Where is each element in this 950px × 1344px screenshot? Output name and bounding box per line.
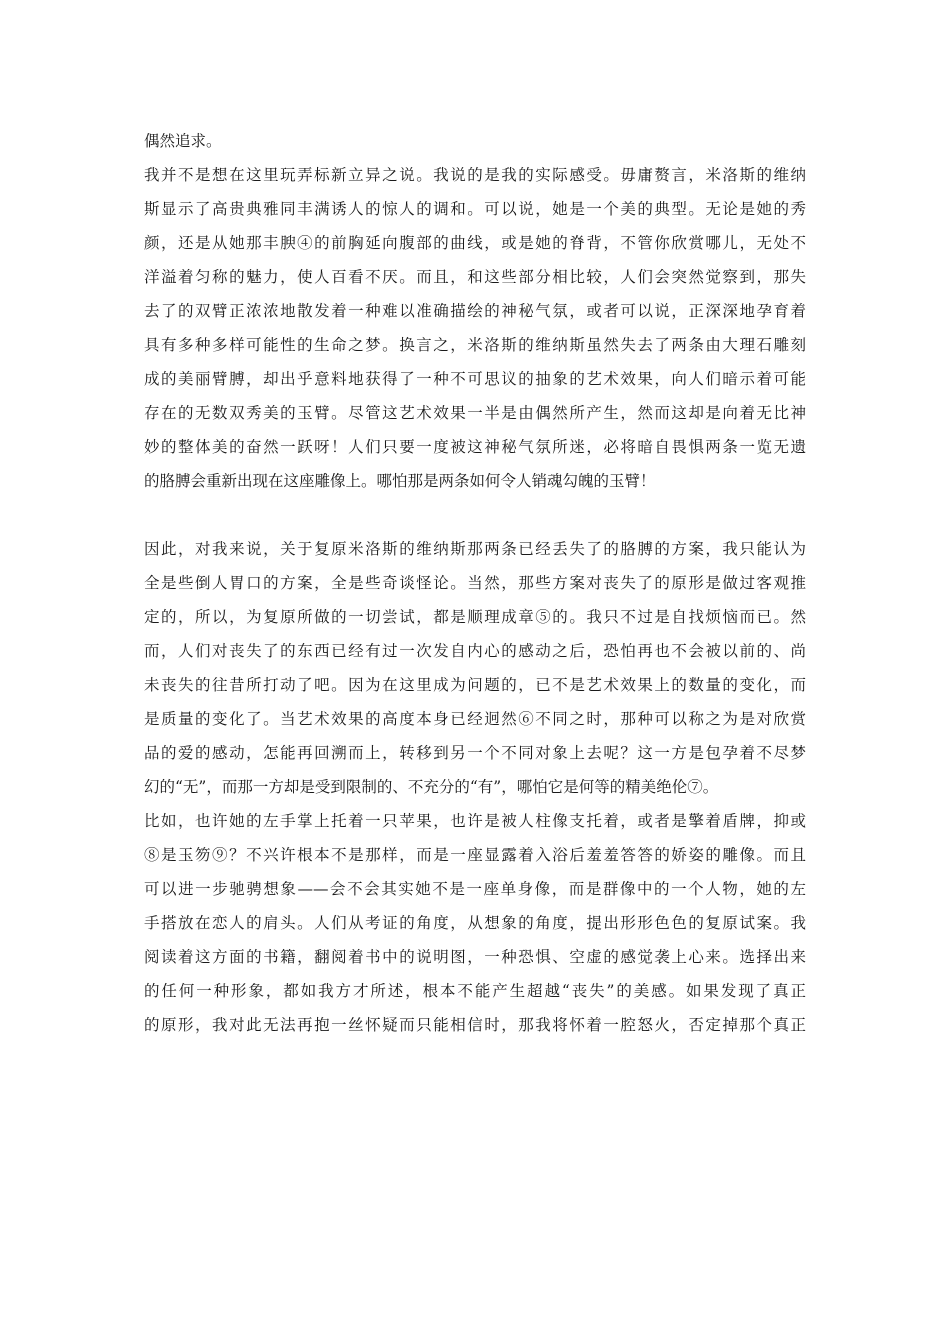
text-line: 我并不是想在这里玩弄标新立异之说。我说的是我的实际感受。毋庸赘言，米洛斯的维纳: [144, 166, 806, 184]
text-line: 而，人们对丧失了的东西已经有过一次发自内心的感动之后，恐怕再也不会被以前的、尚: [144, 642, 806, 660]
text-line: 可以进一步驰骋想象——会不会其实她不是一座单身像，而是群像中的一个人物，她的左: [144, 880, 806, 898]
paragraph: [144, 804, 806, 1042]
text-line: 比如，也许她的左手掌上托着一只苹果，也许是被人柱像支托着，或者是擎着盾牌，抑或: [144, 812, 806, 830]
paragraph: [144, 532, 806, 804]
text-line: 去了的双臂正浓浓地散发着一种难以准确描绘的神秘气氛，或者可以说，正深深地孕育着: [144, 302, 806, 320]
text-line: 因此，对我来说，关于复原米洛斯的维纳斯那两条已经丢失了的胳膊的方案，我只能认为: [144, 540, 806, 558]
text-line: 成的美丽臂膊，却出乎意料地获得了一种不可思议的抽象的艺术效果，向人们暗示着可能: [144, 370, 806, 388]
text-line: ⑧是玉笏⑨？不兴许根本不是那样，而是一座显露着入浴后羞羞答答的娇姿的雕像。而且: [144, 846, 806, 864]
text-line: 幻的“无”，而那一方却是受到限制的、不充分的“有”，哪怕它是何等的精美绝伦⑦。: [144, 778, 719, 796]
paragraph-spacer: [144, 498, 806, 532]
text-line: 定的，所以，为复原所做的一切尝试，都是顺理成章⑤的。我只不过是自找烦恼而已。然: [144, 608, 806, 626]
text-line: 手搭放在恋人的肩头。人们从考证的角度，从想象的角度，提出形形色色的复原试案。我: [144, 914, 806, 932]
text-line: 偶然追求。: [144, 132, 222, 150]
paragraph: [144, 124, 806, 158]
text-line: 是质量的变化了。当艺术效果的高度本身已经迥然⑥不同之时，那种可以称之为是对欣赏: [144, 710, 806, 728]
text-line: 具有多种多样可能性的生命之梦。换言之，米洛斯的维纳斯虽然失去了两条由大理石雕刻: [144, 336, 806, 354]
text-line: 全是些倒人胃口的方案，全是些奇谈怪论。当然，那些方案对丧失了的原形是做过客观推: [144, 574, 806, 592]
text-line: 斯显示了高贵典雅同丰满诱人的惊人的调和。可以说，她是一个美的典型。无论是她的秀: [144, 200, 806, 218]
text-line: 的原形，我对此无法再抱一丝怀疑而只能相信时，那我将怀着一腔怒火，否定掉那个真正: [144, 1016, 806, 1034]
text-line: 的胳膊会重新出现在这座雕像上。哪怕那是两条如何令人销魂勾魄的玉臂！: [144, 472, 656, 490]
document-body: [144, 124, 806, 1042]
text-line: 洋溢着匀称的魅力，使人百看不厌。而且，和这些部分相比较，人们会突然觉察到，那失: [144, 268, 806, 286]
text-line: 品的爱的感动，怎能再回溯而上，转移到另一个不同对象上去呢？这一方是包孕着不尽梦: [144, 744, 806, 762]
text-line: 的任何一种形象，都如我方才所述，根本不能产生超越“丧失”的美感。如果发现了真正: [144, 982, 806, 1000]
text-line: 颜，还是从她那丰腴④的前胸延向腹部的曲线，或是她的脊背，不管你欣赏哪儿，无处不: [144, 234, 806, 252]
text-line: 阅读着这方面的书籍，翻阅着书中的说明图，一种恐惧、空虚的感觉袭上心来。选择出来: [144, 948, 806, 966]
text-line: 未丧失的往昔所打动了吧。因为在这里成为问题的，已不是艺术效果上的数量的变化，而: [144, 676, 806, 694]
paragraph: [144, 158, 806, 498]
text-line: 存在的无数双秀美的玉臂。尽管这艺术效果一半是由偶然所产生，然而这却是向着无比神: [144, 404, 806, 422]
text-line: 妙的整体美的奋然一跃呀！人们只要一度被这神秘气氛所迷，必将暗自畏惧两条一览无遗: [144, 438, 806, 456]
